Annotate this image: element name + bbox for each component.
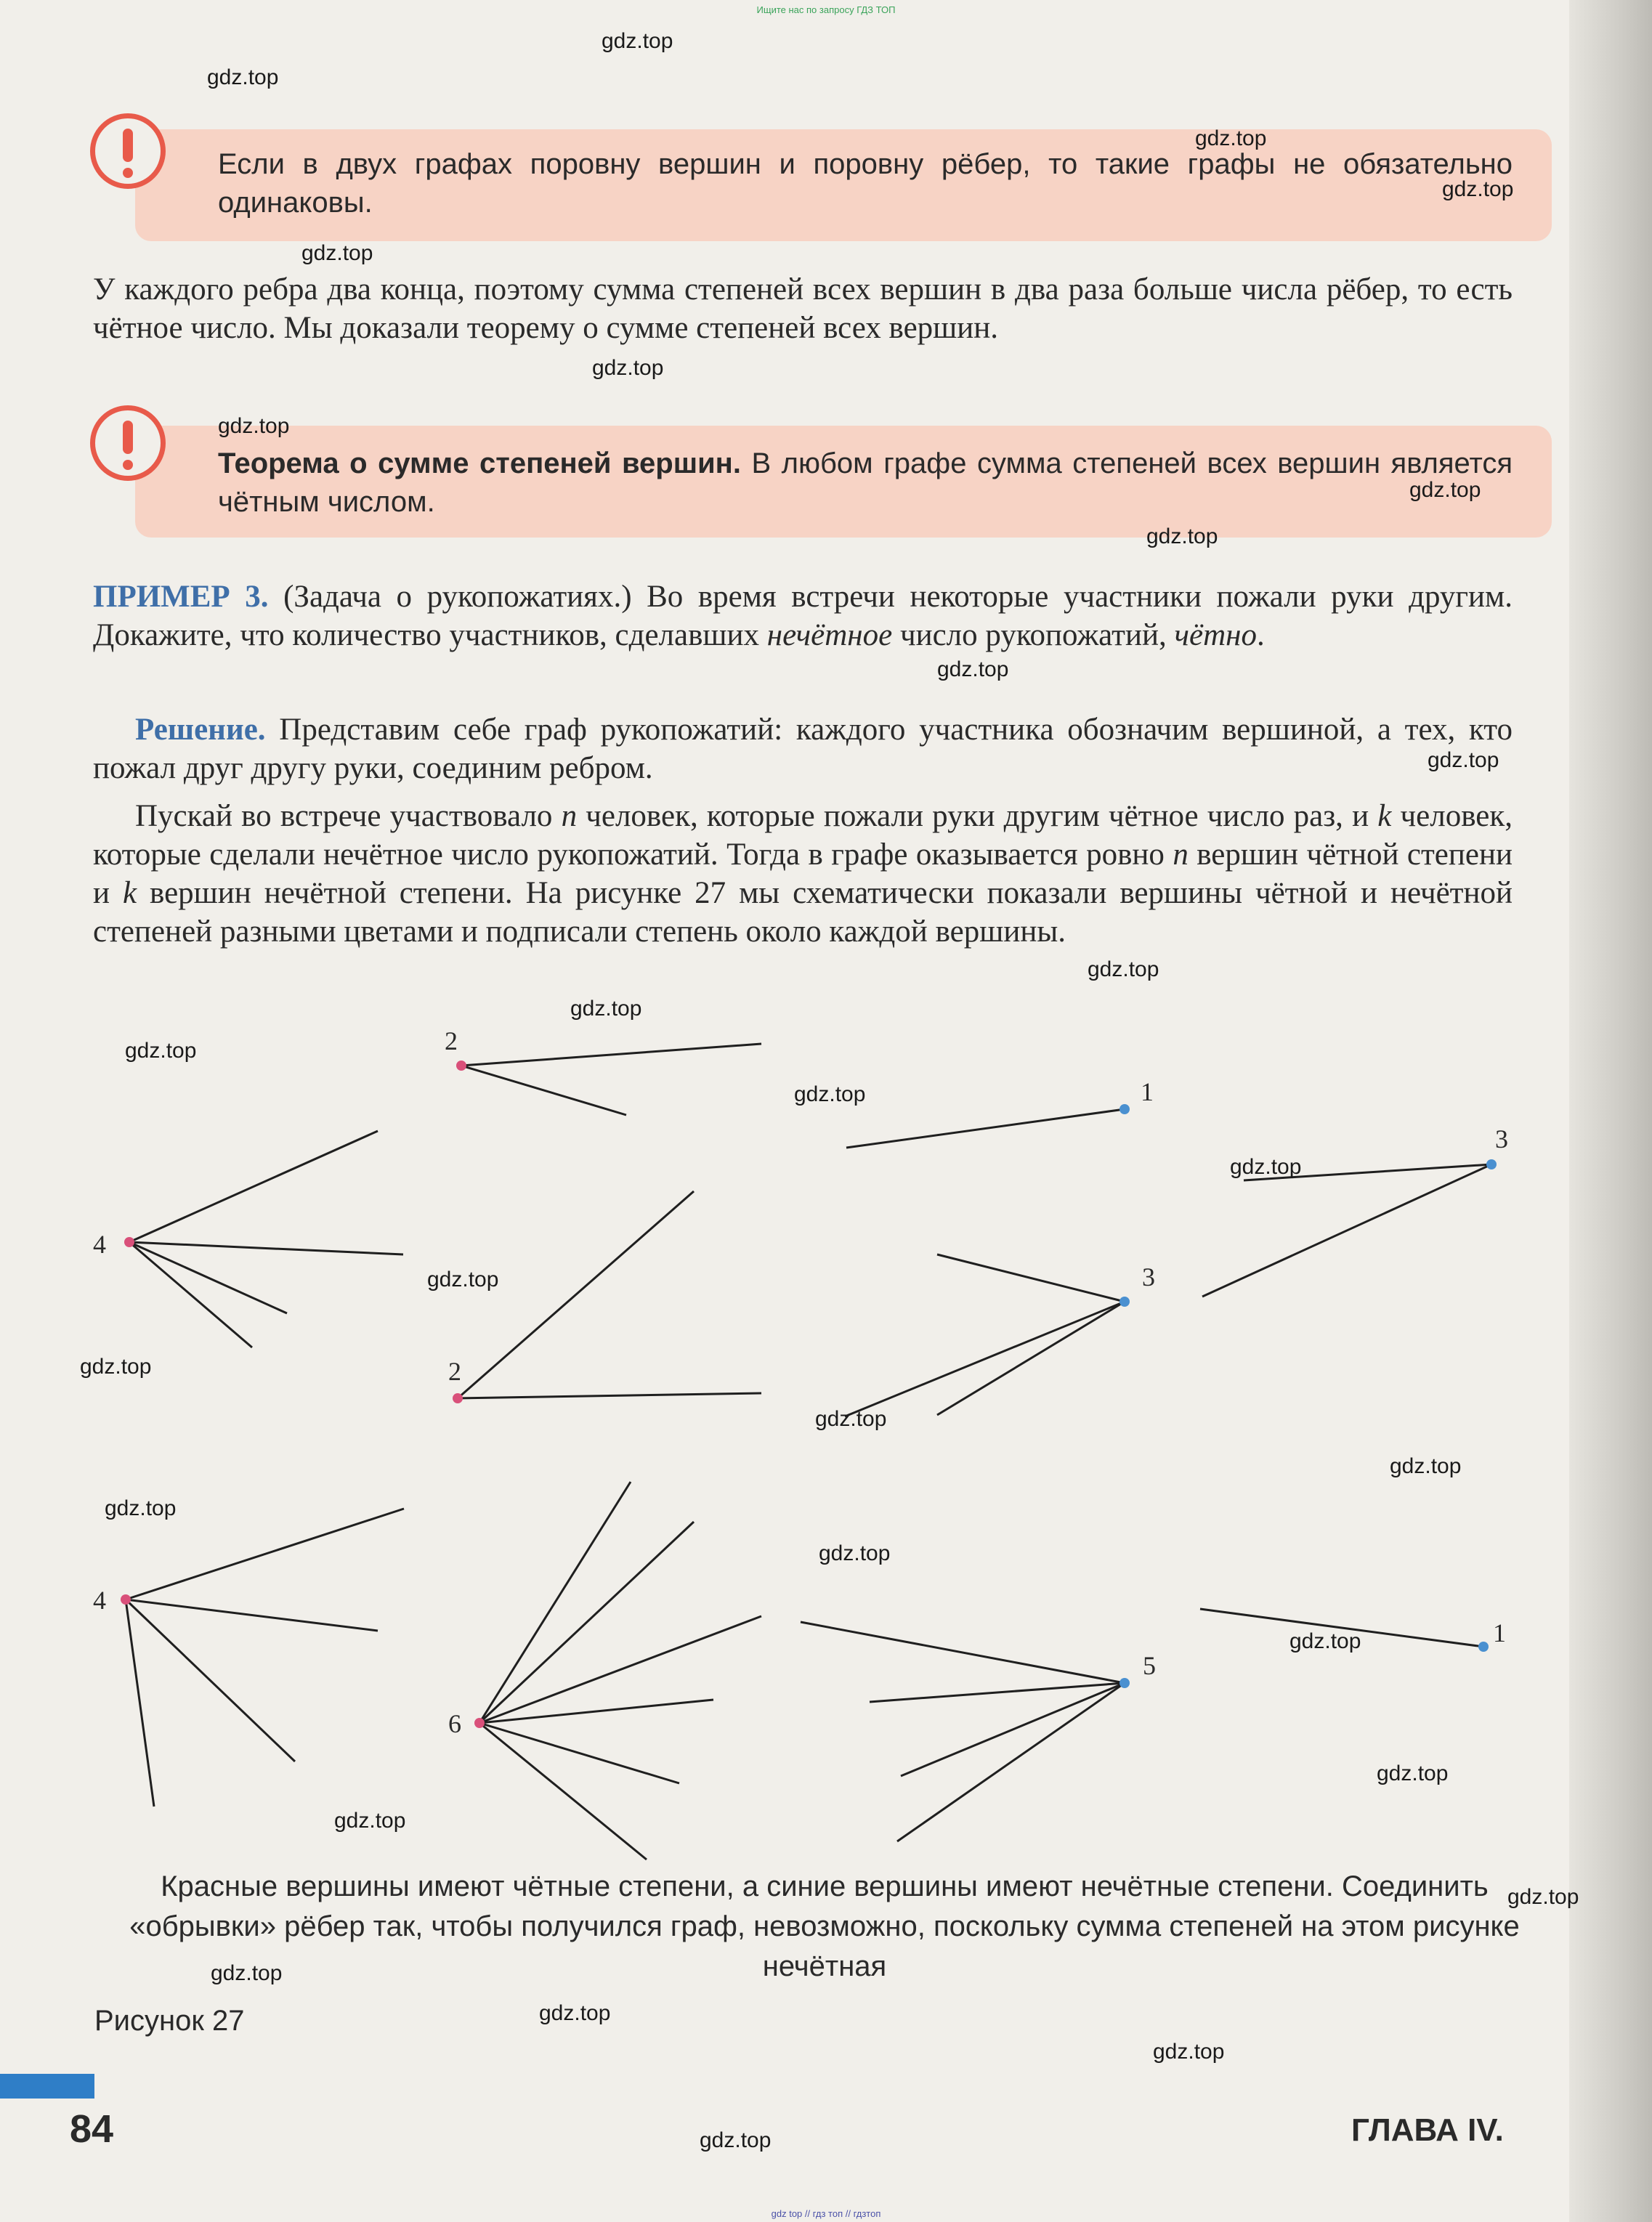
watermark: gdz.top	[1442, 177, 1514, 201]
watermark: gdz.top	[1409, 478, 1481, 502]
example-italic: нечётное	[766, 618, 893, 652]
figure-label: Рисунок 27	[94, 2005, 245, 2037]
edge-stub	[126, 1509, 404, 1599]
edge-stub	[937, 1302, 1125, 1415]
example-text: .	[1256, 618, 1265, 652]
var-n: n	[561, 799, 578, 833]
watermark: gdz.top	[218, 414, 290, 438]
vertex-odd	[1119, 1104, 1130, 1114]
callout-note-text: Если в двух графах поровну вершин и поровну рёбер, то такие графы не обязательно одинаковы.	[218, 148, 1513, 219]
edge-stub	[126, 1599, 154, 1807]
solution-label: Решение.	[135, 713, 266, 747]
watermark: gdz.top	[1289, 1629, 1361, 1653]
watermark: gdz.top	[700, 2128, 772, 2152]
vertex-odd	[1119, 1678, 1130, 1688]
watermark: gdz.top	[539, 2001, 611, 2025]
page-number: 84	[70, 2107, 114, 2151]
var-k: k	[122, 876, 137, 910]
edge-stub	[129, 1242, 252, 1347]
watermark: gdz.top	[592, 356, 664, 380]
figure-caption: Красные вершины имеют чётные степени, а синие вершины имеют нечётные степени. Соединить «обрывки» рёбер так, чтобы получился граф, невозможно, поскольку сумма степеней на этом рисунке нечётная	[129, 1870, 1520, 1982]
vertex-odd	[1119, 1297, 1130, 1307]
example-label: ПРИМЕР 3.	[93, 580, 269, 614]
edge-stub	[458, 1191, 694, 1398]
vertex-degree-label: 5	[1143, 1651, 1156, 1680]
edge-stub	[801, 1622, 1125, 1683]
edge-stub	[479, 1616, 761, 1723]
vertex-degree-label: 3	[1142, 1262, 1155, 1292]
watermark: gdz.top	[1507, 1885, 1579, 1909]
edge-stub	[461, 1066, 626, 1115]
vertex-degree-label: 1	[1141, 1077, 1154, 1106]
watermark: gdz.top	[80, 1355, 152, 1379]
edge-stub	[1202, 1164, 1491, 1297]
var-n: n	[1173, 838, 1189, 872]
vertex-even	[124, 1237, 134, 1247]
watermark: gdz.top	[1146, 524, 1218, 548]
para-text: Пускай во встрече участвовало	[135, 799, 562, 833]
vertex-even	[453, 1393, 463, 1403]
watermark: gdz.top	[819, 1541, 891, 1565]
edge-stub	[479, 1723, 679, 1783]
chapter-title: ГЛАВА IV.	[1351, 2112, 1504, 2148]
watermark: gdz.top	[334, 1809, 406, 1833]
edge-stub	[479, 1723, 647, 1860]
edge-stub	[479, 1700, 713, 1723]
vertex-degree-label: 1	[1493, 1618, 1506, 1647]
edge-stub	[129, 1242, 287, 1313]
example-text: (Задача о рукопожатиях.) Во время встречи некоторые участники пожали руки другим. Докажите, что количество участников, сделавших	[93, 580, 1513, 652]
para-text: человек, которые сделали нечётное число рукопожатий. Тогда в графе оказывается ровно	[93, 799, 1513, 872]
watermark: gdz.top	[1390, 1454, 1462, 1478]
watermark: gdz.top	[207, 65, 279, 89]
theorem-statement: В любом графе сумма степеней всех вершин является чётным числом.	[218, 447, 1513, 518]
edge-stub	[461, 1044, 761, 1066]
edge-stub	[458, 1393, 761, 1398]
vertex-even	[456, 1061, 466, 1071]
vertex-degree-label: 2	[445, 1026, 458, 1055]
watermark: gdz.top	[794, 1082, 866, 1106]
watermark: gdz.top	[105, 1496, 177, 1520]
example-italic: чётно	[1174, 618, 1257, 652]
footer-note: gdz top // гдз топ // гдзтоп	[771, 2208, 881, 2219]
edge-stub	[129, 1242, 403, 1254]
watermark: gdz.top	[125, 1039, 197, 1063]
var-k: k	[1377, 799, 1392, 833]
edge-stub	[937, 1254, 1125, 1302]
para-text: человек, которые пожали руки другим чётное число раз, и	[577, 799, 1378, 833]
edge-stub	[126, 1599, 378, 1631]
edge-stub	[845, 1302, 1125, 1416]
watermark: gdz.top	[1088, 957, 1159, 981]
watermark: gdz.top	[815, 1407, 887, 1431]
edge-stub	[126, 1599, 295, 1761]
vertex-degree-label: 6	[448, 1709, 461, 1738]
vertex-odd	[1478, 1642, 1489, 1652]
watermark: gdz.top	[211, 1961, 283, 1985]
vertex-degree-label: 3	[1495, 1124, 1508, 1153]
paragraph-degree-sum: У каждого ребра два конца, поэтому сумма степеней всех вершин в два раза больше числа рёбер, то есть чётное число. Мы доказали теорему о сумме степеней всех вершин.	[93, 272, 1513, 345]
solution-text: Представим себе граф рукопожатий: каждого участника обозначим вершиной, а тех, кто пожал друг другу руки, соединим ребром.	[93, 713, 1513, 785]
edge-stub	[846, 1109, 1125, 1148]
page-tab-marker	[0, 2074, 94, 2099]
vertex-odd	[1486, 1159, 1497, 1169]
watermark: gdz.top	[1428, 748, 1499, 772]
vertex-degree-label: 4	[93, 1586, 106, 1615]
watermark: gdz.top	[1153, 2040, 1225, 2064]
theorem-title: Теорема о сумме степеней вершин.	[218, 447, 741, 479]
para-text: вершин нечётной степени. На рисунке 27 мы схематически показали вершины чётной и нечётной степеней разными цветами и подписали степень около каждой вершины.	[93, 876, 1513, 949]
watermark: gdz.top	[1377, 1761, 1449, 1785]
watermark: gdz.top	[602, 29, 673, 53]
example-text: число рукопожатий,	[892, 618, 1175, 652]
watermark: gdz.top	[427, 1268, 499, 1292]
vertex-even	[474, 1718, 485, 1728]
watermark: gdz.top	[937, 657, 1009, 681]
vertex-degree-label: 4	[93, 1230, 106, 1259]
watermark: gdz.top	[1195, 126, 1267, 150]
edge-stub	[129, 1131, 378, 1242]
para-text: вершин чётной степени и	[93, 838, 1513, 910]
header-note: Ищите нас по запросу ГДЗ ТОП	[756, 4, 896, 15]
watermark: gdz.top	[1230, 1155, 1302, 1179]
watermark: gdz.top	[301, 241, 373, 265]
vertex-even	[121, 1594, 131, 1605]
watermark: gdz.top	[570, 997, 642, 1021]
vertex-degree-label: 2	[448, 1357, 461, 1386]
